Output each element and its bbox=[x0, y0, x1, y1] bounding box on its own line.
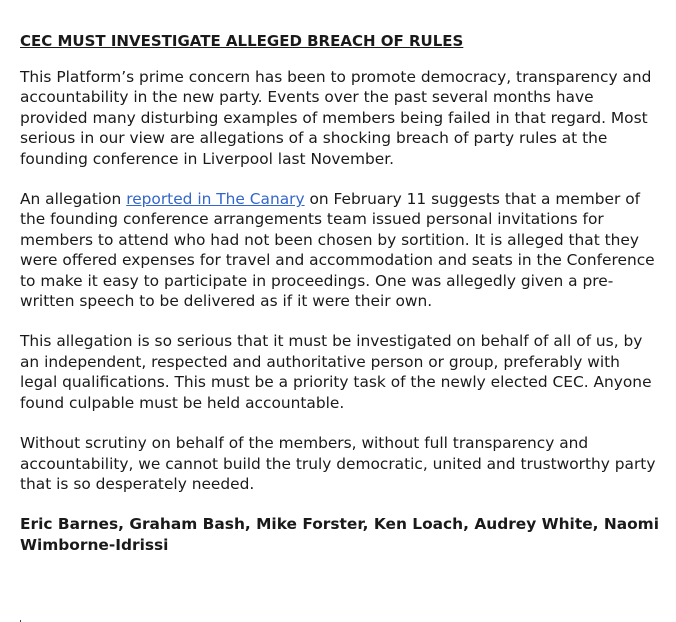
statement-heading: CEC MUST INVESTIGATE ALLEGED BREACH OF RULES bbox=[20, 32, 464, 50]
allegation-text-after-link: on February 11 suggests that a member of the founding conference arrangements team issued personal invitations for members to attend who had not been chosen by sortition. It is alleged that they were offered expenses for travel and accommodation and seats in the Conference to make it easy to participate in proceedings. One was allegedly given a pre-written speech to be delivered as if it were their own. bbox=[20, 190, 655, 311]
paragraph-platform-concern: This Platform’s prime concern has been to promote democracy, transparency and accountability in the new party. Events over the past several months have provided many disturbing examples of members being failed in that regard. Most serious in our view are allegations of a shocking breach of party rules at the founding conference in Liverpool last November. bbox=[20, 68, 652, 168]
statement-document bbox=[20, 30, 660, 555]
paragraph-investigation-demand: This allegation is so serious that it must be investigated on behalf of all of us, by an independent, respected and authoritative person or group, preferably with legal qualifications. This must be a priority task of the newly elected CEC. Anyone found culpable must be held accountable. bbox=[20, 332, 652, 412]
paragraph-allegation bbox=[20, 189, 660, 311]
allegation-text-before-link: An allegation bbox=[20, 190, 127, 209]
canary-report-link[interactable]: reported in The Canary bbox=[126, 190, 305, 209]
paragraph-scrutiny: Without scrutiny on behalf of the members, without full transparency and accountability, we cannot build the truly democratic, united and trustworthy party that is so desperately needed. bbox=[20, 434, 656, 493]
signatories: Eric Barnes, Graham Bash, Mike Forster, Ken Loach, Audrey White, Naomi Wimborne-Idrissi bbox=[20, 515, 659, 554]
